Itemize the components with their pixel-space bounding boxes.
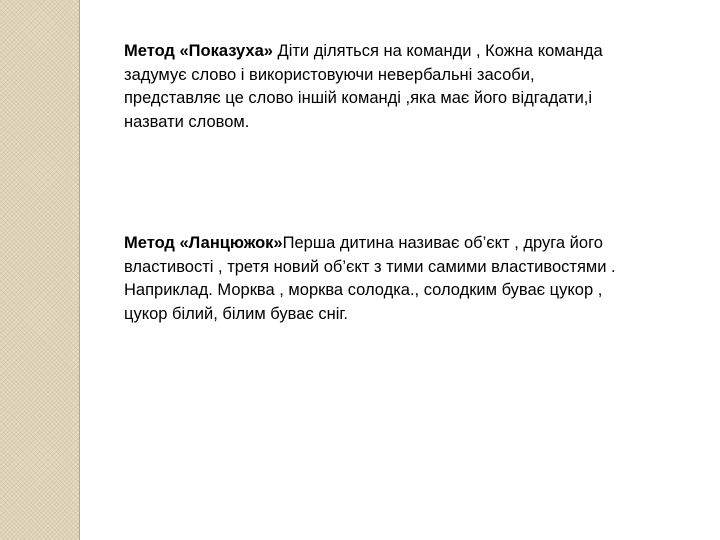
method-lantsiuzhok-paragraph — [124, 232, 684, 326]
method-lantsiuzhok-term: Метод «Ланцюжок» — [124, 234, 283, 252]
method-pokazukha-line-2: задумує слово і використовуючи невербальні засоби, — [124, 65, 535, 84]
method-lantsiuzhok-line-3: Наприклад. Морква , морква солодка., солодким буває цукор , — [124, 281, 603, 299]
decorative-side-strip — [0, 0, 79, 540]
method-pokazukha-line-1: Діти діляться на команди , Кожна команда — [272, 42, 603, 60]
method-pokazukha-paragraph — [124, 40, 684, 134]
method-lantsiuzhok-line-2: властивості , третя новий об’єкт з тими самими властивостями . — [124, 257, 616, 276]
method-lantsiuzhok-line-1: Перша дитина називає об’єкт , друга його — [282, 234, 603, 252]
method-pokazukha-line-3: представляє це слово іншій команді ,яка має його відгадати,і — [124, 89, 593, 107]
method-pokazukha-line-4: назвати словом. — [124, 112, 250, 131]
method-pokazukha-term: Метод «Показуха» — [124, 42, 273, 60]
method-lantsiuzhok-line-4: цукор білий, білим буває сніг. — [124, 304, 348, 323]
side-divider — [79, 0, 80, 540]
